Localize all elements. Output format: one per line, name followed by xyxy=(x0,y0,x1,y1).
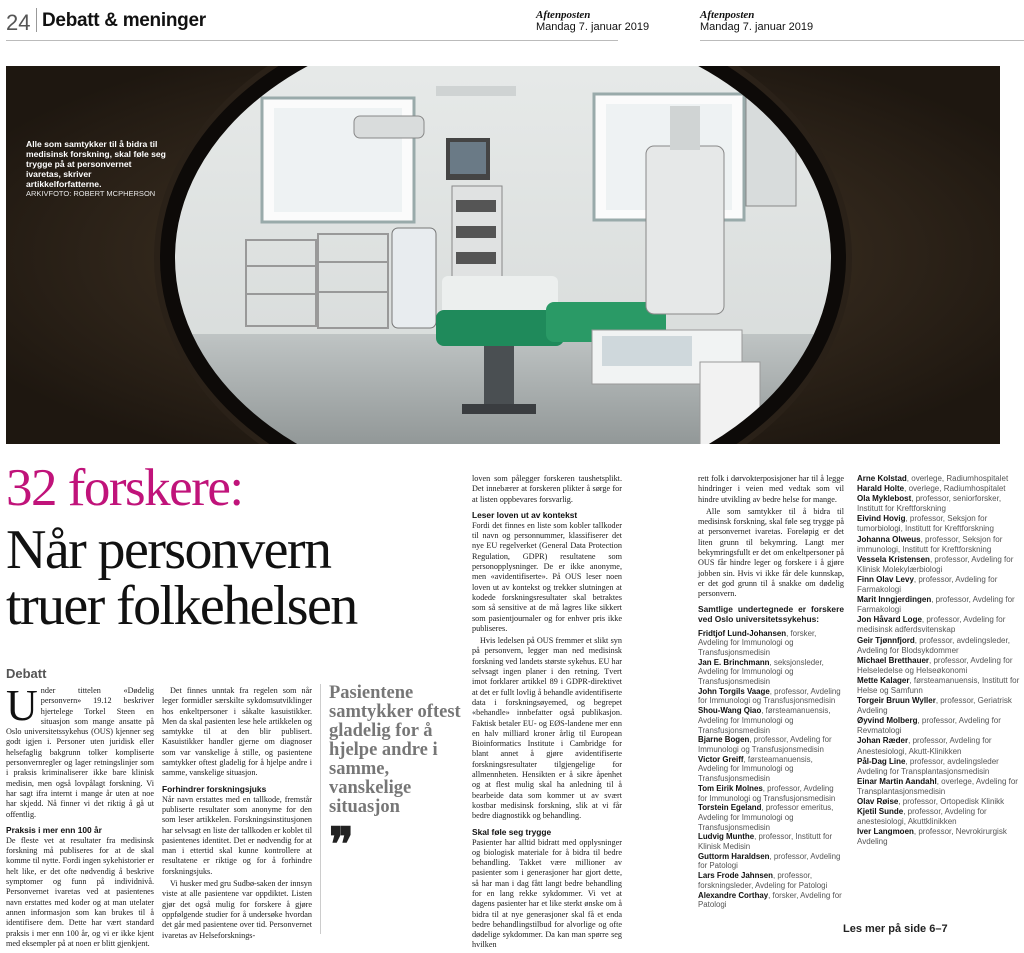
article-column-1 xyxy=(6,681,154,951)
photo-credit: ARKIVFOTO: ROBERT MCPHERSON xyxy=(26,189,156,199)
headline-line-2: truer folkehelsen xyxy=(6,575,357,637)
signatory-role: , professor, Avdeling for Anestesiologi, Akutt-Klinikken xyxy=(857,736,992,756)
signatory-role: , professor emeritus, Avdeling for Immunologi og Transfusjonsmedisin xyxy=(698,803,834,832)
signatory-name: Harald Holte xyxy=(857,484,905,494)
signatory-role: , professor, Nevrokirurgisk Avdeling xyxy=(857,827,1007,847)
signatory-name: Iver Langmoen xyxy=(857,827,914,837)
signatory-entry xyxy=(857,615,1020,635)
signatory-role: , professor, Geriatrisk Avdeling xyxy=(857,696,1012,716)
signatory-name: Johanna Olweus xyxy=(857,534,921,544)
signatory-name: Pål-Dag Line xyxy=(857,756,906,766)
signatory-name: Shou-Wang Qiao xyxy=(698,706,762,716)
signatory-name: Kjetil Sunde xyxy=(857,807,904,817)
signatory-name: Geir Tjønnfjord xyxy=(857,635,915,645)
signatory-role: , forsker, Avdeling for Immunologi og Transfusjonsmedisin xyxy=(698,628,817,657)
signatory-name: Ola Myklebost xyxy=(857,494,912,504)
signatory-name: Victor Greiff xyxy=(698,754,744,764)
signatory-role: , professor, avdelingsleder Avdeling for Transplantasjonsmedisin xyxy=(857,756,999,776)
signatory-name: Eivind Hovig xyxy=(857,514,906,524)
brand-logo-left: Aftenposten xyxy=(536,9,591,21)
signatory-name: Finn Olav Levy xyxy=(857,574,914,584)
intro-paragraph xyxy=(6,681,154,820)
signatory-role: , førsteamanuensis, Institutt for Helse og Samfunn xyxy=(857,675,1020,695)
signatory-entry xyxy=(857,736,1020,756)
signatory-name: Torgeir Bruun Wyller xyxy=(857,696,936,706)
signatory-name: Ludvig Munthe xyxy=(698,832,755,842)
signatory-role: , professor, avdelingsleder, Avdeling for Blodsykdommer xyxy=(857,635,1010,655)
signatory-role: , professor, Avdeling for Farmakologi xyxy=(857,595,1015,615)
signatory-entry xyxy=(857,575,1020,595)
signatory-name: Bjarne Bogen xyxy=(698,735,750,745)
subheading-forskningsjuks: Forhindrer forskningsjuks xyxy=(162,783,267,794)
signatory-entry xyxy=(857,474,1020,484)
signatory-entry xyxy=(698,871,844,890)
signatory-role: , førsteamanuensis, Avdeling for Immunologi og Transfusjonsmedisin xyxy=(698,754,813,784)
subheading-praksis: Praksis i mer enn 100 år xyxy=(6,824,102,835)
header-rule-left xyxy=(6,40,618,41)
signatory-role: , førsteamanuensis, Avdeling for Immunologi og Transfusjonsmedisin xyxy=(698,706,831,735)
signatory-list xyxy=(857,474,1020,847)
signatory-name: Marit Inngjerdingen xyxy=(857,595,932,605)
body-paragraph: Alle som samtykker til å bidra til medisinsk forskning, skal føle seg trygge på at personvernet ivaretas. Foreløpig er det liten grunn til bekymring. Langt mer bekymringsfullt er det om enkeltpersoner på OUS får hindre leger og forskere i å gjøre jobben sin. Hvis vi ikke får dele kunnskap, er det god grunn til å snakke om dødelig personvern. xyxy=(698,506,844,599)
signatory-entry xyxy=(857,757,1020,777)
signatory-entry xyxy=(857,494,1020,514)
signatory-entry xyxy=(857,777,1020,797)
signatory-name: Fridtjof Lund-Johansen xyxy=(698,628,787,638)
signatory-name: Einar Martin Aandahl xyxy=(857,776,937,786)
signatory-role: , professor, Avdeling for Revmatologi xyxy=(857,716,1001,736)
page-number: 24 xyxy=(6,10,31,35)
signatory-role: , professor, Avdeling for Farmakologi xyxy=(857,574,998,595)
body-paragraph: Det finnes unntak fra regelen som når leger formidler særskilte sykdomsutviklinger hos enkeltpersoner i såkalte kasuistikker. Men da skal pasienten lese hele artikkelen og samtykke til at den blir publisert. Kasuistikker handler gjerne om diagnoser som var vanskelige å stille, og pasientene samtykker oftest gladelig for å hjelpe andre i samme, vanskelige situasjon. xyxy=(162,686,312,778)
signatory-role: , professor, Avdeling for Patologi xyxy=(698,851,841,871)
signatory-role: , overlege, Radiumhospitalet xyxy=(904,484,1006,494)
headline xyxy=(6,519,396,637)
lead-photo xyxy=(6,66,1000,444)
section-label: Debatt xyxy=(6,666,47,681)
signatory-entry xyxy=(698,852,844,871)
signatory-entry xyxy=(698,735,844,754)
signatory-name: Michael Bretthauer xyxy=(857,655,930,665)
signatory-role: , professor, Institutt for Klinisk Medisin xyxy=(698,832,833,852)
subheading-kontekst: Leser loven ut av kontekst xyxy=(472,509,578,520)
signatory-entry xyxy=(857,696,1020,716)
signatory-name: Øyvind Molberg xyxy=(857,716,918,726)
pull-quote xyxy=(320,684,469,934)
body-paragraph: rett folk i dørvokterposisjoner har til å legge hindringer i veien med vedtak som vil hindre utvikling av bedre helse for mange. xyxy=(698,474,844,504)
signatory-name: Torstein Egeland xyxy=(698,803,762,813)
signatory-name: Alexandre Corthay xyxy=(698,890,769,900)
read-more-link[interactable]: Les mer på side 6–7 xyxy=(843,923,948,935)
signatory-name: Tom Eirik Molnes xyxy=(698,783,763,793)
signatory-role: , professor, Avdeling for Immunologi og Transfusjonsmedisin xyxy=(698,686,841,706)
signatory-name: Jon Håvard Loge xyxy=(857,615,922,625)
signatory-list xyxy=(698,629,844,910)
signatory-role: , professor, forskningsleder, Avdeling for Patologi xyxy=(698,871,828,890)
signatory-entry xyxy=(857,514,1020,534)
issue-date-left: Mandag 7. januar 2019 xyxy=(536,21,650,33)
signatory-role: , seksjonsleder, Avdeling for Immunologi og Transfusjonsmedisin xyxy=(698,657,824,687)
signatory-entry xyxy=(857,636,1020,656)
signatory-entry xyxy=(857,807,1020,827)
signatory-entry xyxy=(857,535,1020,555)
signatory-entry xyxy=(857,555,1020,575)
signatory-name: Vessela Kristensen xyxy=(857,554,930,564)
signatory-entry xyxy=(857,676,1020,696)
signatory-name: Olav Røise xyxy=(857,797,899,806)
signatory-name: John Torgils Vaage xyxy=(698,686,770,696)
signatory-name: Lars Frode Jahnsen xyxy=(698,871,773,881)
article-column-2 xyxy=(162,686,312,943)
brand-logo-right: Aftenposten xyxy=(700,9,755,21)
header-divider xyxy=(36,8,37,32)
signatory-entry xyxy=(698,891,844,910)
signatory-entry xyxy=(857,797,1020,807)
signatory-role: , professor, Avdeling for Immunologi og Transfusjonsmedisin xyxy=(698,735,832,754)
signatory-entry xyxy=(857,484,1020,494)
signatory-role: , overlege, Radiumhospitalet xyxy=(906,474,1009,483)
signatory-entry xyxy=(857,716,1020,736)
signatory-entry xyxy=(698,658,844,687)
headline-kicker: 32 forskere: xyxy=(6,459,243,517)
signatory-role: , forsker, Avdeling for Patologi xyxy=(698,890,842,910)
quote-mark-icon: ❞ xyxy=(329,819,354,870)
section-title: Debatt & meninger xyxy=(42,10,206,31)
body-paragraph: Vi husker med gru Sudbø-saken der innsyn viste at alle pasientene var oppdiktet. Listen gjør det også mulig for forskere å gjøre oppfølgende studier for å undersøke hvordan det går med pasientene over tid. Personvernet ivaretas av Helseforsknings- xyxy=(162,879,312,940)
signatory-name: Johan Ræder xyxy=(857,736,909,746)
signatory-entry xyxy=(698,803,844,832)
signatory-name: Arne Kolstad xyxy=(857,474,907,483)
photo-caption-text: Alle som samtykker til å bidra til medisinsk forskning, skal føle seg trygge på at personvernet ivaretas, skriver artikkelforfatterne. xyxy=(26,139,166,189)
signatory-role: , professor, Avdeling for Immunologi og Transfusjonsmedisin xyxy=(698,783,836,803)
signatory-entry xyxy=(698,832,844,851)
page-header xyxy=(0,0,1024,40)
body-paragraph: Hvis ledelsen på OUS fremmer et slikt syn på personvern, legger man ned medisinsk forskning ved landets største sykehus. EU har selvsagt ingen planer i den retning. Tvert imot forklarer artikkel 89 i GDPR-direktivet at det er fullt lovlig å behandle avidentifiserte data i forskningsøyemed, og begrepet «behandle» innbefatter også publikasjon. Faktisk betaler EU- og EØS-landene mer enn en halv milliard kroner årlig til European Bioinformatics Institute i Cambridge for blant annet å gjøre avidentifiserte forskningsresultater tilgjengelige for allmennheten. Hensikten er å sikre åpenhet og at flest mulig skal ha anledning til å bearbeide data som kommer ut av svært kostbar medisinsk forskning, slik at vi får bedre diagnostikk og behandling. xyxy=(472,636,622,821)
signatory-name: Mette Kalager xyxy=(857,675,910,685)
signatory-entry xyxy=(698,755,844,784)
signatory-role: , professor, seniorforsker, Institutt for Kreftforskning xyxy=(857,494,1002,514)
signatory-name: Jan E. Brinchmann xyxy=(698,657,770,667)
article-column-3 xyxy=(472,474,622,953)
body-paragraph: Når navn erstattes med en tallkode, fremstår publiserte resultater som anonyme for den som leser artikkelen. Forskningsinstitusjonen har selvsagt en liste der tallkoden er koblet til pasientenes identitet. Det er nødvendig for at man i ettertid skal kunne kontrollere at resultatene er riktige og for å forhindre forskningsjuks. xyxy=(162,794,312,876)
signatory-role: , professor, Seksjon for tumorbiologi, Institutt for Kreftforskning xyxy=(857,514,994,534)
headline-line-1: Når personvern xyxy=(6,519,331,581)
signatory-entry xyxy=(698,687,844,706)
signatory-entry xyxy=(698,784,844,803)
body-paragraph: loven som pålegger forskeren taushetsplikt. Det innebærer at forskeren plikter å sørge for at listen oppbevares forsvarlig. xyxy=(472,474,622,504)
intro-text: nder tittelen «Dødelig personvern» 19.12 beskriver hjertelege Torkel Steen en situasjon som mange ansatte på Oslo universitetssykehus (OUS) kjenner seg godt igjen i. Personer uten juridisk eller helsefaglig bakgrunn tolker kompliserte personvernregler og lager retningslinjer som i praksis kriminaliserer ikke bare klinisk medisin, men også lovpålagt forskning. Vi har sagt ifra internt i mange år uten at noe har skjedd. Nå finner vi det riktig å gå ut offentlig. xyxy=(6,686,154,819)
signatory-role: , professor, Avdeling for anestesiologi, Akuttklinikken xyxy=(857,807,987,827)
drop-cap: U xyxy=(6,681,38,730)
body-paragraph: Pasienter har alltid bidratt med opplysninger og biologisk materiale for å bidra til bedre behandling. Takket være millioner av pasienter som i generasjoner har gjort dette, så har man i dag fått langt bedre behandling for en lang rekke sykdommer. Vi vet at dagens pasienter har et like sterkt ønske om å bidra til at nye generasjoner skal få et enda bedre behandlingstilbud for alvorlige og ofte dødelige sykdommer. Da kan man spørre seg hvilken xyxy=(472,837,622,950)
subheading-trygge: Skal føle seg trygge xyxy=(472,826,552,837)
signatory-role: , professor, Seksjon for immunologi, Institutt for Kreftforskning xyxy=(857,534,1003,554)
article-column-4 xyxy=(698,474,844,910)
signatory-entry xyxy=(857,656,1020,676)
signatory-role: , professor, Avdeling for medisinsk adferdsvitenskap xyxy=(857,615,1006,635)
issue-date-right: Mandag 7. januar 2019 xyxy=(700,21,814,33)
header-rule-right xyxy=(700,40,1024,41)
pull-quote-text: Pasientene samtykker oftest gladelig for å hjelpe andre i samme, vanskelige situasjon xyxy=(329,683,461,817)
signatory-entry xyxy=(857,595,1020,615)
signatory-role: , overlege, Avdeling for Transplantasjonsmedisin xyxy=(857,776,1018,796)
photo-caption xyxy=(26,140,166,199)
signatories-heading: Samtlige undertegnede er forskere ved Oslo universitetssykehus: xyxy=(698,603,844,625)
signatory-entry xyxy=(698,629,844,658)
signatory-role: , professor, Avdeling for Klinisk Molekylærbiologi xyxy=(857,554,1014,574)
signatory-role: , professor, Ortopedisk Klinikk xyxy=(898,797,1005,806)
signatory-entry xyxy=(857,827,1020,847)
signatory-entry xyxy=(698,706,844,735)
signatory-role: , professor, Avdeling for Helseledelse og Helseøkonomi xyxy=(857,655,1013,675)
body-paragraph: Fordi det finnes en liste som kobler tallkoder til navn og personnummer, klassifiserer det nye EU regelverket (General Data Protection Regulation, GDPR) resultatene som personopplysninger. De er ikke anonyme, men «avidentifiserte». På OUS leser noen loven ut av kontekst og trekker slutningen at kodede forskningsresultater skal betraktes som så sensitive at de må lagres like sikkert som pasientjournaler og for enhver pris ikke publiseres. xyxy=(472,520,622,633)
signatory-name: Guttorm Haraldsen xyxy=(698,851,770,861)
operating-room-illustration xyxy=(6,66,1000,444)
body-paragraph: De fleste vet at resultater fra medisinsk forskning må publiseres for at de skal komme til nytte. Fordi ingen sykehistorier er helt like, er det ofte nødvendig å beskrive symptomer og funn på individnivå. Personvernet ivaretas ved at pasientenes navn erstattes med koder og at man utelater annen informasjon som kan brukes til å identifisere dem. Dette har vært standard praksis i mer enn 100 år, og vi er ikke kjent med eksempler på at noen er blitt gjenkjent. xyxy=(6,835,154,948)
